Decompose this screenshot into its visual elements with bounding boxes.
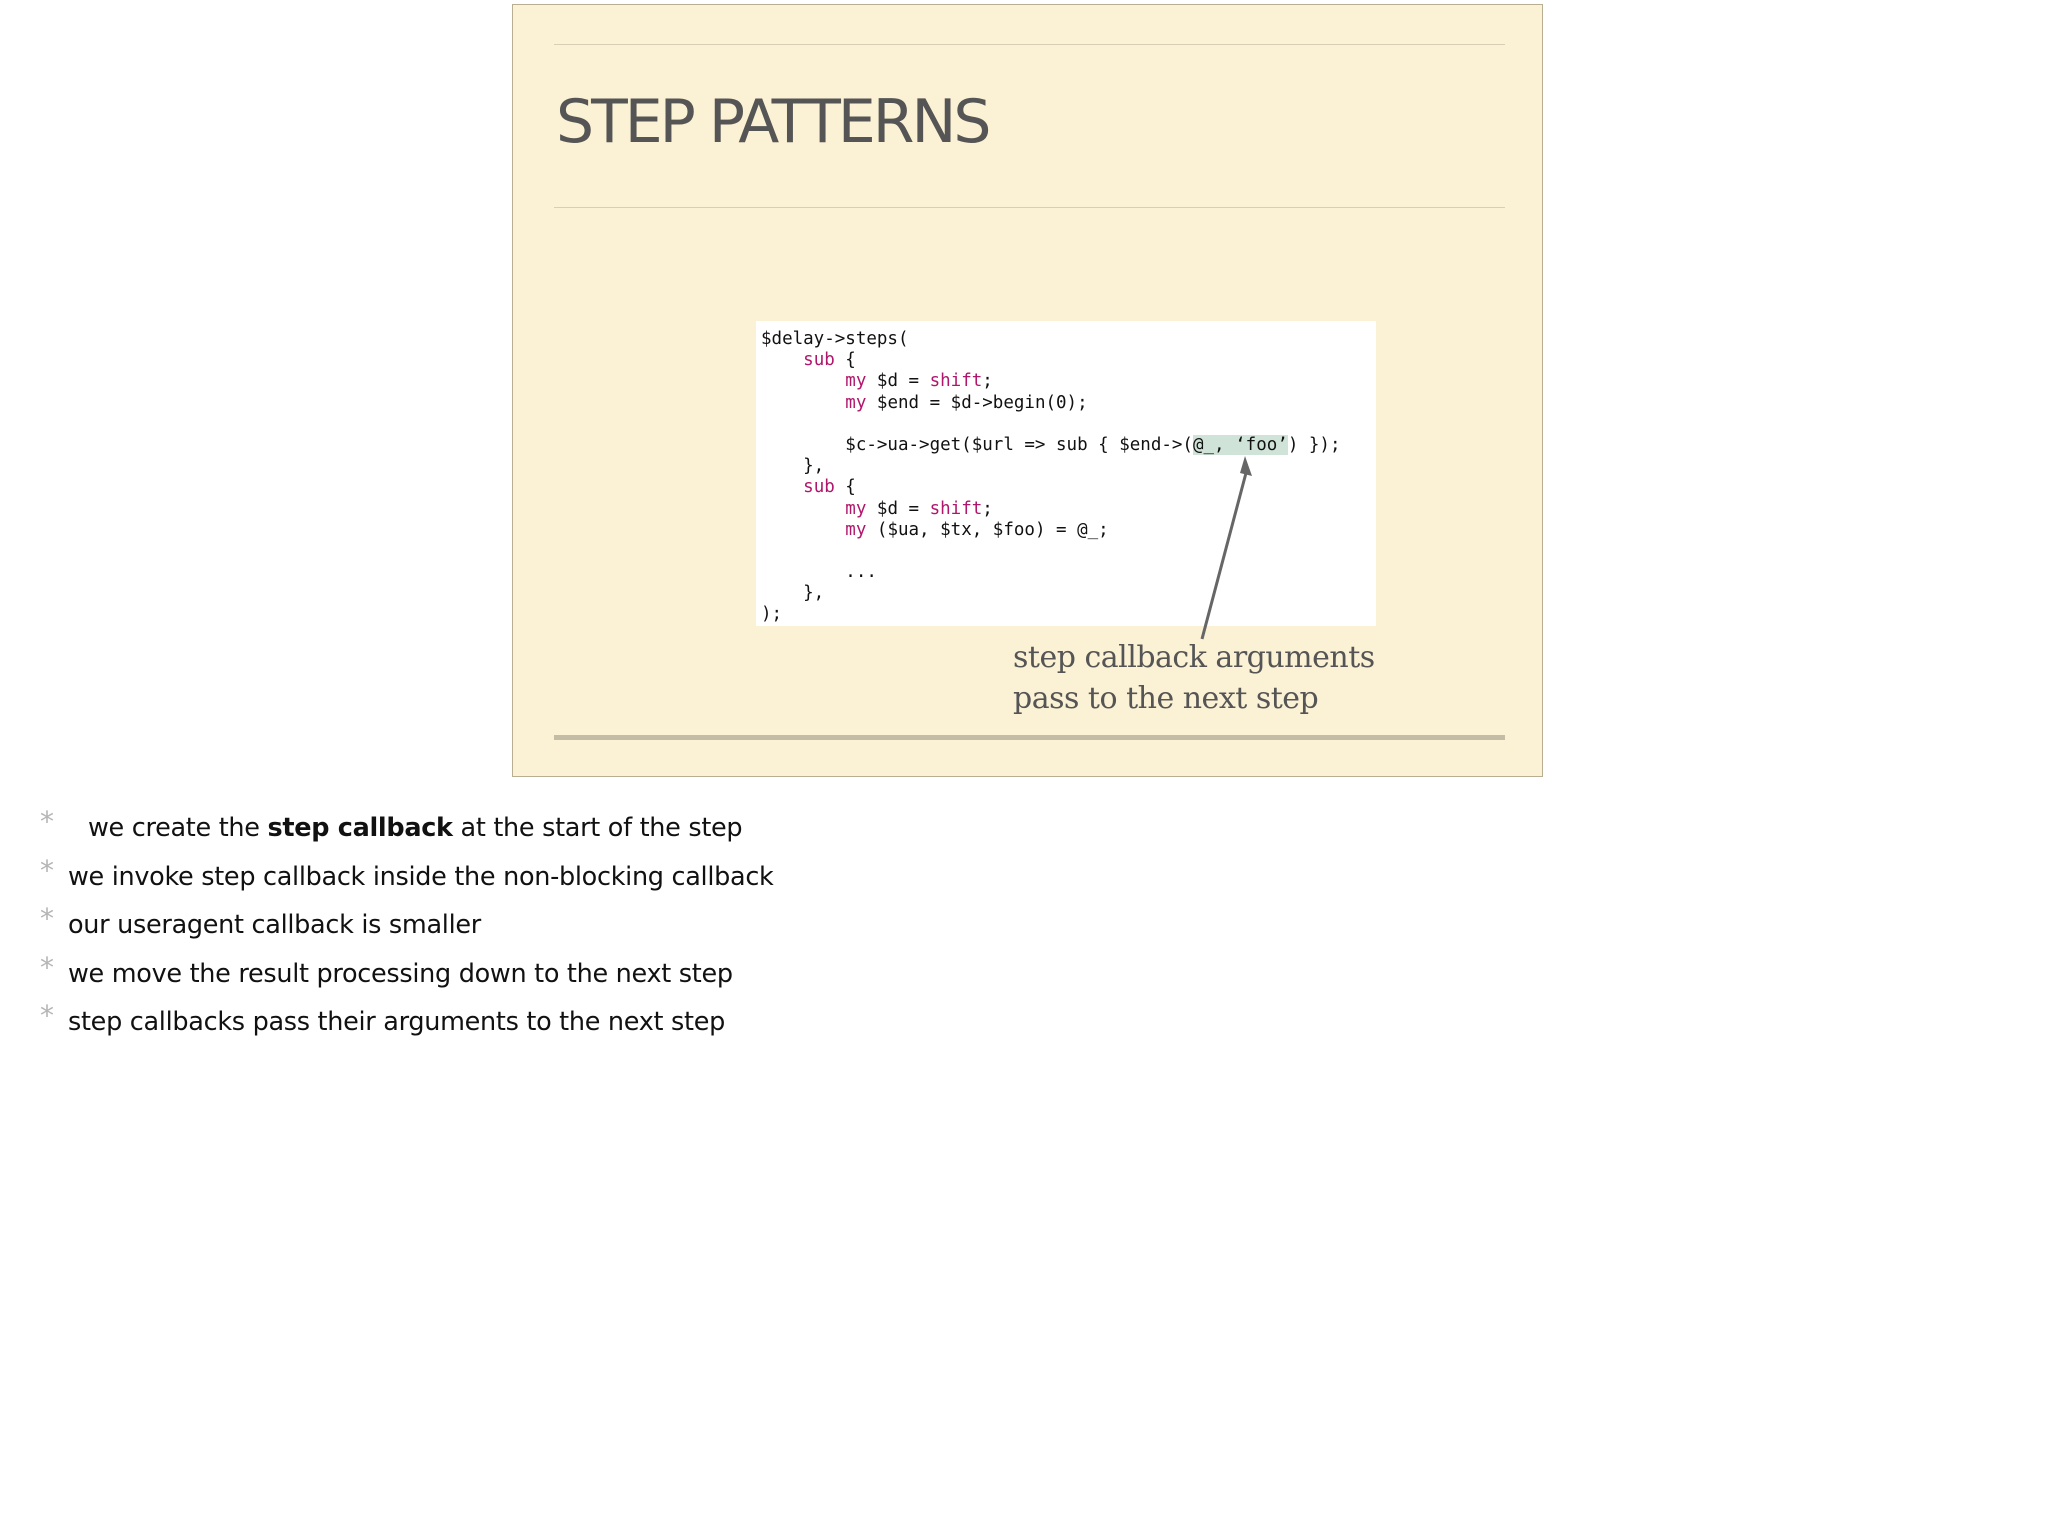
arrow-line — [1202, 473, 1246, 639]
code-token: $d = — [866, 371, 930, 392]
code-token: }, — [761, 583, 825, 604]
code-token: ... — [761, 562, 877, 583]
code-token: ; — [982, 498, 993, 519]
asterisk-icon: * — [40, 805, 54, 838]
note-item — [40, 950, 774, 999]
code-token: { — [834, 350, 856, 371]
note-text: step callbacks pass their arguments to the next step — [68, 1007, 725, 1037]
code-keyword: my — [845, 371, 867, 392]
code-keyword: sub — [803, 350, 835, 371]
code-token: $end = $d->begin(0); — [866, 392, 1088, 413]
slide-title: STEP PATTERNS — [556, 87, 989, 157]
code-keyword: my — [845, 392, 867, 413]
slide — [512, 4, 1543, 777]
arrow-head — [1240, 456, 1252, 476]
code-token: ($ua, $tx, $foo) = @_; — [866, 519, 1109, 540]
note-text: we create the — [88, 813, 268, 843]
asterisk-icon: * — [40, 950, 54, 984]
note-emphasis: step callback — [267, 813, 453, 843]
note-item — [40, 901, 774, 950]
note-item — [40, 804, 774, 853]
asterisk-icon: * — [40, 999, 54, 1032]
code-token: ) }); — [1287, 434, 1341, 455]
note-item — [40, 853, 774, 902]
annotation-line-2: pass to the next step — [1013, 681, 1319, 716]
speaker-notes — [40, 804, 774, 1047]
slide-bottom-rule — [554, 735, 1505, 740]
code-token: ); — [761, 604, 783, 625]
note-text: we move the result processing down to the next step — [68, 958, 733, 989]
annotation-label — [1013, 637, 1375, 719]
note-text: our useragent callback is smaller — [68, 910, 481, 940]
code-token: $d = — [866, 498, 930, 519]
code-token: ; — [982, 371, 993, 392]
code-token: { — [834, 477, 856, 498]
code-keyword: my — [845, 519, 867, 540]
annotation-line-1: step callback arguments — [1013, 640, 1375, 675]
asterisk-icon: * — [40, 853, 54, 887]
code-highlight: @_, ‘foo’ — [1192, 434, 1288, 455]
note-text: we invoke step callback inside the non-blocking callback — [68, 861, 774, 892]
code-token: $c->ua->get($url => sub { $end->( — [761, 434, 1193, 455]
code-keyword: my — [845, 498, 867, 519]
asterisk-icon: * — [40, 902, 54, 935]
code-token: }, — [761, 456, 825, 477]
code-keyword: shift — [929, 371, 983, 392]
code-token: $delay->steps( — [761, 329, 909, 349]
note-text: at the start of the step — [452, 813, 743, 843]
code-keyword: sub — [803, 477, 835, 498]
note-item — [40, 998, 774, 1047]
code-keyword: shift — [929, 498, 983, 519]
